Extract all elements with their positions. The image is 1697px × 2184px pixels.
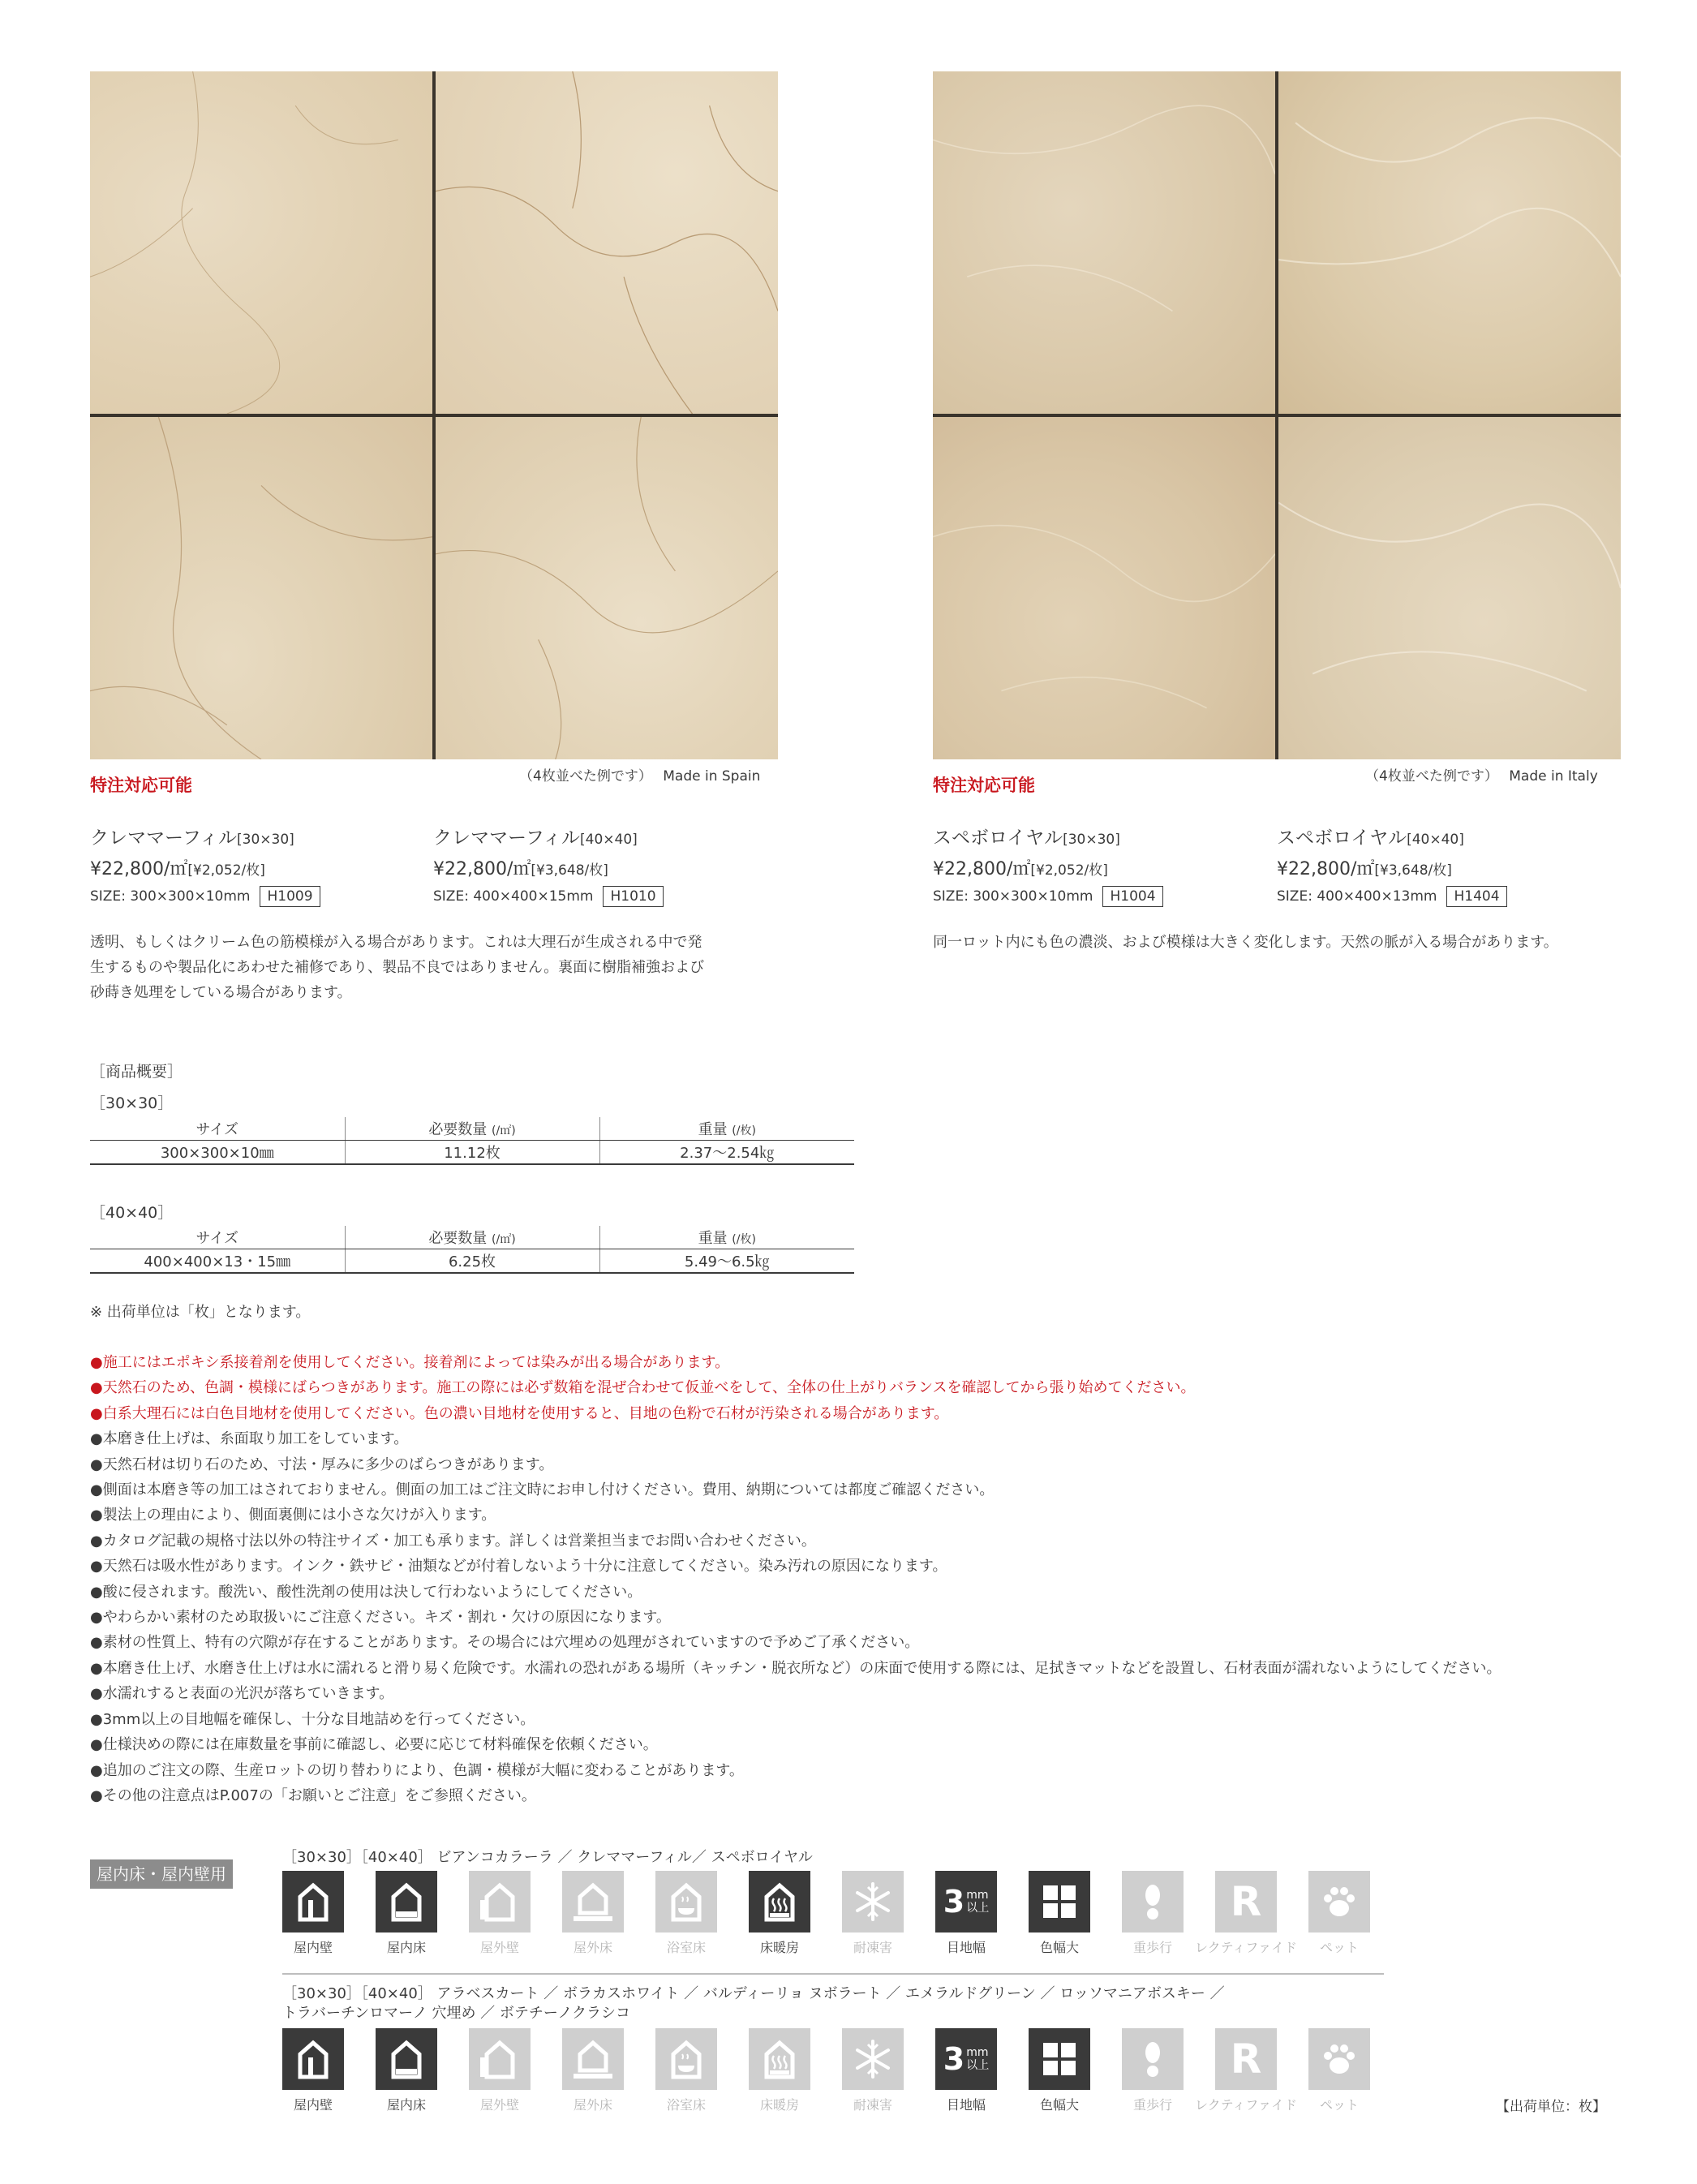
origin-text: Made in Italy	[1509, 768, 1598, 785]
spec-table-40	[90, 1226, 854, 1274]
product-size-tag: [40×40]	[1407, 832, 1464, 848]
product-name-text: クレママーフィル	[90, 828, 238, 849]
usage-badge: 屋内床・屋内壁用	[90, 1859, 233, 1889]
usage-label: 屋内壁	[293, 1940, 333, 1955]
col-header-weight	[599, 1226, 854, 1249]
caution-item: ●やわらかい素材のため取扱いにご注意ください。キズ・割れ・欠けの原因になります。	[90, 1609, 671, 1627]
caution-item: ●カタログ記載の規格寸法以外の特注サイズ・加工も承ります。詳しくは営業担当までお問い合わせください。	[90, 1532, 816, 1550]
product-name	[933, 823, 1120, 849]
product-name	[433, 823, 638, 849]
price-per-piece: [¥3,648/枚]	[1374, 862, 1452, 879]
product-size-line	[933, 886, 1163, 907]
usage-icon-item	[1308, 2028, 1370, 2113]
usage-icons-row-2	[282, 2028, 1370, 2113]
usage-label: 重歩行	[1132, 1940, 1172, 1955]
product-price	[933, 855, 1108, 880]
caution-item-red: ●天然石のため、色調・模様にばらつきがあります。施工の際には必ず数箱を混ぜ合わせて仮並べをして、全体の仕上がりバランスを確認してから張り始めてください。	[90, 1379, 1196, 1397]
paw-icon	[1308, 2028, 1370, 2090]
example-text: （4枚並べた例です）	[519, 768, 652, 785]
description-line: 同一ロット内にも色の濃淡、および模様は大きく変化します。天然の脈が入る場合があります。	[933, 934, 1558, 951]
table-row	[90, 1141, 854, 1165]
frost-resistance-icon	[842, 2028, 904, 2090]
usage-icon-item	[376, 2028, 437, 2113]
product-name	[90, 823, 294, 849]
joint-width-icon	[935, 2028, 997, 2090]
usage-icon-item	[655, 1871, 717, 1956]
caution-list	[90, 1350, 1680, 1808]
usage-icon-item	[1122, 1871, 1184, 1956]
usage-label: 床暖房	[759, 1940, 799, 1955]
usage-icons-row-1	[282, 1871, 1370, 1956]
usage-icon-item	[562, 2028, 624, 2113]
indoor-floor-icon	[376, 1871, 437, 1932]
special-order-label: 特注対応可能	[933, 776, 1035, 795]
usage-label: 色幅大	[1039, 2097, 1079, 2113]
tile-image	[436, 417, 778, 759]
usage-label: 屋外床	[573, 1940, 612, 1955]
usage-icon-item	[469, 1871, 531, 1956]
product-size-tag: [30×30]	[237, 832, 294, 848]
outdoor-floor-icon	[562, 1871, 624, 1932]
caution-item: ●その他の注意点はP.007の「お願いとご注意」をご参照ください。	[90, 1786, 536, 1804]
usage-label: 目地幅	[946, 2097, 986, 2113]
usage-icon-item	[1308, 1871, 1370, 1956]
usage-icon-item	[282, 2028, 344, 2113]
quantity-label: 必要数量	[428, 1230, 488, 1247]
tile-image	[1278, 71, 1621, 414]
series-list-1: ［30×30］［40×40］ ビアンコカラーラ ／ クレママーフィル／ スペボロイヤル	[282, 1849, 813, 1866]
usage-icon-item	[749, 2028, 810, 2113]
usage-icon-item	[1194, 1871, 1298, 1956]
table-row	[90, 1249, 854, 1274]
table-label-40: ［40×40］	[90, 1204, 174, 1222]
size-text: SIZE: 400×400×15mm	[433, 888, 594, 905]
spec-table-30	[90, 1117, 854, 1165]
tile-image	[436, 71, 778, 414]
price-per-piece: [¥2,052/枚]	[187, 862, 265, 879]
bathroom-floor-icon	[655, 1871, 717, 1932]
origin-text: Made in Spain	[663, 768, 761, 785]
caution-item: ●本磨き仕上げ、水磨き仕上げは水に濡れると滑り易く危険です。水濡れの恐れがある場所（キッチン・脱衣所など）の床面で使用する際には、足拭きマットなどを設置し、石材表面が濡れないようにしてください。	[90, 1659, 1502, 1677]
usage-label: ペット	[1319, 1940, 1359, 1955]
description-line: 砂蒔き処理をしている場合があります。	[90, 984, 352, 1001]
example-note	[519, 764, 760, 785]
product-code: H1010	[603, 886, 663, 907]
joint-width-unit: mm	[966, 1889, 989, 1902]
caution-item-red: ●施工にはエポキシ系接着剤を使用してください。接着剤によっては染みが出る場合があります。	[90, 1354, 730, 1371]
product-code: H1009	[260, 886, 320, 907]
bathroom-floor-icon	[655, 2028, 717, 2090]
size-text: SIZE: 300×300×10mm	[90, 888, 251, 905]
caution-item-red: ●白系大理石には白色目地材を使用してください。色の濃い目地材を使用すると、目地の色粉で石材が汚染される場合があります。	[90, 1404, 949, 1422]
caution-item: ●製法上の理由により、側面裏側には小さな欠けが入ります。	[90, 1507, 496, 1524]
joint-width-number: 3	[943, 2041, 965, 2077]
usage-icon-item	[935, 1871, 997, 1956]
joint-width-above: 以上	[966, 1902, 990, 1915]
product-name-text: スペボロイヤル	[933, 828, 1063, 849]
product-name	[1277, 823, 1464, 849]
description-line: 透明、もしくはクリーム色の筋模様が入る場合があります。これは大理石が生成される中で発	[90, 934, 702, 951]
product-description	[933, 930, 1663, 955]
color-variation-icon	[1029, 2028, 1090, 2090]
usage-label: 浴室床	[666, 2097, 706, 2113]
joint-width-icon	[935, 1871, 997, 1932]
outdoor-wall-icon	[469, 2028, 531, 2090]
usage-icon-item	[842, 2028, 904, 2113]
weight-unit: (/枚)	[732, 1124, 756, 1137]
shipping-unit-note: ※ 出荷単位は「枚」となります。	[90, 1304, 311, 1321]
product-size-tag: [40×40]	[580, 832, 638, 848]
usage-label: 浴室床	[666, 1940, 706, 1955]
series-list-2	[282, 1984, 1225, 2023]
usage-label: 屋外壁	[479, 2097, 519, 2113]
quantity-label: 必要数量	[428, 1121, 488, 1138]
tile-image	[1278, 417, 1621, 759]
weight-label: 重量	[698, 1121, 728, 1138]
tile-image	[933, 417, 1275, 759]
cell-quantity: 6.25枚	[345, 1249, 599, 1274]
overview-title: ［商品概要］	[90, 1063, 183, 1081]
product-price	[1277, 855, 1452, 880]
usage-label: 屋内壁	[293, 2097, 333, 2113]
price-per-piece: [¥2,052/枚]	[1030, 862, 1108, 879]
joint-width-above: 以上	[966, 2059, 990, 2072]
product-size-line	[433, 886, 664, 907]
caution-item: ●本磨き仕上げは、糸面取り加工をしています。	[90, 1430, 409, 1448]
col-header-quantity	[345, 1117, 599, 1141]
product-size-line	[1277, 886, 1507, 907]
weight-label: 重量	[698, 1230, 728, 1247]
paw-icon	[1308, 1871, 1370, 1932]
heavy-traffic-icon	[1122, 2028, 1184, 2090]
usage-icon-item	[749, 1871, 810, 1956]
rectified-icon	[1215, 1871, 1277, 1932]
product-code: H1004	[1102, 886, 1162, 907]
rectified-letter: R	[1230, 2036, 1262, 2083]
caution-item: ●酸に侵されます。酸洗い、酸性洗剤の使用は決して行わないようにしてください。	[90, 1583, 642, 1601]
color-variation-icon	[1029, 1871, 1090, 1932]
tile-image	[933, 71, 1275, 414]
cell-size: 400×400×13・15㎜	[90, 1249, 345, 1274]
indoor-wall-icon	[282, 1871, 344, 1932]
series-line: ［30×30］［40×40］ アラベスカート ／ ボラカスホワイト ／ バルディーリョ ヌボラート ／ エメラルドグリーン ／ ロッソマニアボスキー ／	[282, 1985, 1225, 2002]
weight-unit: (/枚)	[732, 1233, 756, 1246]
description-line: 生するものや製品化にあわせた補修であり、製品不良ではありません。裏面に樹脂補強および	[90, 959, 705, 976]
usage-label: ペット	[1319, 2097, 1359, 2113]
table-label-30: ［30×30］	[90, 1094, 174, 1112]
joint-width-number: 3	[943, 1884, 965, 1920]
quantity-unit: (/㎡)	[492, 1124, 516, 1137]
product-description	[90, 930, 788, 1005]
usage-icon-item	[376, 1871, 437, 1956]
usage-label: レクティファイド	[1194, 2097, 1298, 2113]
usage-label: 色幅大	[1039, 1940, 1079, 1955]
usage-icon-item	[1029, 2028, 1090, 2113]
usage-divider	[282, 1973, 1384, 1975]
product-code: H1404	[1446, 886, 1506, 907]
floor-heating-icon	[749, 2028, 810, 2090]
usage-label: 重歩行	[1132, 2097, 1172, 2113]
floor-heating-icon	[749, 1871, 810, 1932]
caution-item: ●仕様決めの際には在庫数量を事前に確認し、必要に応じて材料確保を依頼ください。	[90, 1736, 658, 1754]
price-per-piece: [¥3,648/枚]	[531, 862, 608, 879]
caution-item: ●追加のご注文の際、生産ロットの切り替わりにより、色調・模様が大幅に変わることがあります。	[90, 1761, 744, 1779]
joint-width-unit: mm	[966, 2046, 989, 2059]
size-text: SIZE: 300×300×10mm	[933, 888, 1093, 905]
usage-icon-item	[935, 2028, 997, 2113]
caution-item: ●天然石は吸水性があります。インク・鉄サビ・油類などが付着しないよう十分に注意してください。染み汚れの原因になります。	[90, 1558, 947, 1576]
caution-item: ●側面は本磨き等の加工はされておりません。側面の加工はご注文時にお申し付けください。費用、納期については都度ご確認ください。	[90, 1481, 995, 1499]
caution-item: ●素材の性質上、特有の穴隙が存在することがあります。その場合には穴埋めの処理がされていますので予めご了承ください。	[90, 1634, 920, 1652]
indoor-floor-icon	[376, 2028, 437, 2090]
cell-weight: 2.37～2.54㎏	[599, 1141, 854, 1165]
heavy-traffic-icon	[1122, 1871, 1184, 1932]
price-text: ¥22,800/㎡	[90, 859, 188, 879]
size-text: SIZE: 400×400×13mm	[1277, 888, 1437, 905]
series-line: トラバーチンロマーノ 穴埋め ／ ボテチーノクラシコ	[282, 2005, 631, 2022]
usage-icon-item	[282, 1871, 344, 1956]
usage-icon-item	[655, 2028, 717, 2113]
product-name-text: スペボロイヤル	[1277, 828, 1407, 849]
price-text: ¥22,800/㎡	[933, 859, 1031, 879]
spb-royal-tile-photo	[933, 71, 1621, 759]
usage-label: 屋外床	[573, 2097, 612, 2113]
quantity-unit: (/㎡)	[492, 1233, 516, 1246]
usage-icon-item	[1029, 1871, 1090, 1956]
caution-item: ●天然石材は切り石のため、寸法・厚みに多少のばらつきがあります。	[90, 1455, 554, 1473]
usage-label: 屋外壁	[479, 1940, 519, 1955]
price-text: ¥22,800/㎡	[433, 859, 531, 879]
product-size-tag: [30×30]	[1063, 832, 1120, 848]
indoor-wall-icon	[282, 2028, 344, 2090]
product-price	[90, 855, 265, 880]
col-header-weight	[599, 1117, 854, 1141]
usage-icon-item	[469, 2028, 531, 2113]
tile-image	[90, 71, 432, 414]
usage-label: 目地幅	[946, 1940, 986, 1955]
example-text: （4枚並べた例です）	[1365, 768, 1498, 785]
usage-label: 屋内床	[386, 1940, 426, 1955]
tile-image	[90, 417, 432, 759]
usage-label: 屋内床	[386, 2097, 426, 2113]
usage-icon-item	[562, 1871, 624, 1956]
cell-size: 300×300×10㎜	[90, 1141, 345, 1165]
outdoor-wall-icon	[469, 1871, 531, 1932]
usage-icon-item	[1194, 2028, 1298, 2113]
usage-icon-item	[1122, 2028, 1184, 2113]
crema-marfil-tile-photo	[90, 71, 778, 759]
rectified-letter: R	[1230, 1878, 1262, 1925]
example-note	[1365, 764, 1598, 785]
col-header-size: サイズ	[90, 1226, 345, 1249]
col-header-size: サイズ	[90, 1117, 345, 1141]
col-header-quantity	[345, 1226, 599, 1249]
special-order-label: 特注対応可能	[90, 776, 192, 795]
shipping-unit-badge: 【出荷単位：枚】	[1496, 2099, 1606, 2115]
cell-quantity: 11.12枚	[345, 1141, 599, 1165]
product-size-line	[90, 886, 320, 907]
outdoor-floor-icon	[562, 2028, 624, 2090]
usage-icon-item	[842, 1871, 904, 1956]
frost-resistance-icon	[842, 1871, 904, 1932]
caution-item: ●水濡れすると表面の光沢が落ちていきます。	[90, 1685, 394, 1703]
usage-label: 耐凍害	[853, 1940, 892, 1955]
usage-label: 床暖房	[759, 2097, 799, 2113]
caution-item: ●3mm以上の目地幅を確保し、十分な目地詰めを行ってください。	[90, 1710, 535, 1728]
product-name-text: クレママーフィル	[433, 828, 581, 849]
usage-label: 耐凍害	[853, 2097, 892, 2113]
usage-label: レクティファイド	[1194, 1940, 1298, 1955]
rectified-icon	[1215, 2028, 1277, 2090]
product-price	[433, 855, 608, 880]
price-text: ¥22,800/㎡	[1277, 859, 1375, 879]
cell-weight: 5.49～6.5㎏	[599, 1249, 854, 1274]
